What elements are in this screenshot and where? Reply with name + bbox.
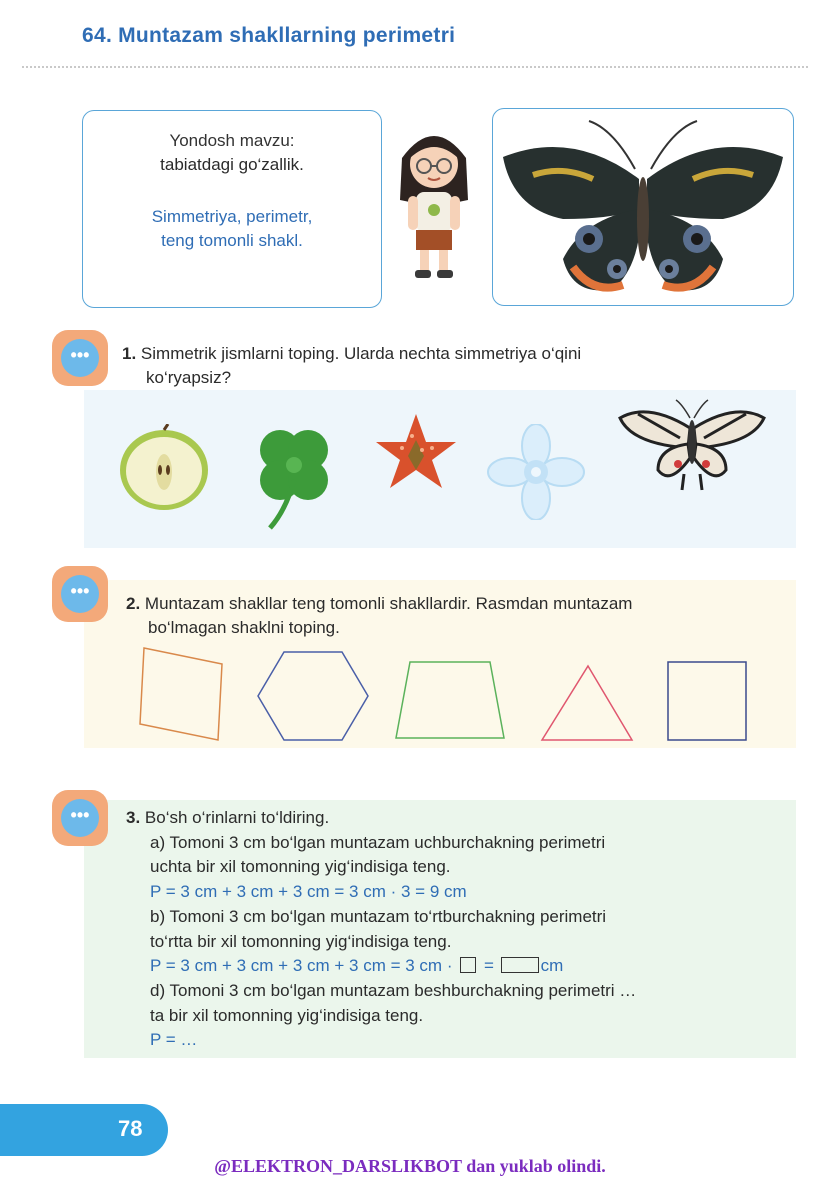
page-title xyxy=(82,24,455,48)
task-2-number: 2. xyxy=(126,594,141,613)
task-1-line-1: Simmetrik jismlarni toping. Ularda nechta simmetriya o‘qini xyxy=(140,344,582,363)
task-3-line-b2: to‘rtta bir xil tomonning yig‘indisiga teng. xyxy=(150,931,452,951)
task-3-line-d2: ta bir xil tomonning yig‘indisiga teng. xyxy=(150,1005,424,1025)
snowflake-image xyxy=(486,424,586,520)
trapezoid-shape xyxy=(396,662,504,738)
answer-box-wide[interactable] xyxy=(501,957,539,973)
lesson-number: 64. xyxy=(82,24,113,47)
task-2-text xyxy=(126,592,786,640)
dotted-divider xyxy=(22,66,808,68)
task-3-formula-d: P = … xyxy=(150,1030,198,1050)
shapes-row xyxy=(134,640,774,750)
hexagon-shape xyxy=(258,652,368,740)
task-3-bubble xyxy=(52,790,108,846)
task-3-formula-a: P = 3 cm + 3 cm + 3 cm = 3 cm · 3 = 9 cm xyxy=(150,882,467,902)
lesson-title: Muntazam shakllarning perimetri xyxy=(118,24,456,47)
task-2-line-1: Muntazam shakllar teng tomonli shakllardir. Rasmdan muntazam xyxy=(144,594,633,613)
task-3-line-b: b) Tomoni 3 cm bo‘lgan muntazam to‘rtburchakning perimetri xyxy=(150,906,607,926)
task-3-line-a2: uchta bir xil tomonning yig‘indisiga teng. xyxy=(150,857,451,877)
page-number: 78 xyxy=(118,1116,143,1141)
chat-bubble-icon: ••• xyxy=(61,575,99,613)
task-3-line-d: d) Tomoni 3 cm bo‘lgan muntazam beshburchakning perimetri … xyxy=(150,980,637,1000)
task-1-line-2: ko‘ryapsiz? xyxy=(146,368,232,387)
topic-box xyxy=(82,110,382,308)
topic-line-3: Simmetriya, perimetr, xyxy=(151,207,313,226)
butterfly-photo-box xyxy=(492,108,794,306)
task-1-number: 1. xyxy=(122,344,137,363)
page-number-bar xyxy=(0,1104,168,1156)
task-2-bubble xyxy=(52,566,108,622)
starfish-image xyxy=(372,410,460,492)
task-3-formula-b: P = 3 cm + 3 cm + 3 cm + 3 cm = 3 cm · = cm xyxy=(150,956,564,976)
task-3-number: 3. xyxy=(126,808,141,827)
topic-line-2: tabiatdagi go‘zallik. xyxy=(160,155,304,174)
swallowtail-butterfly-image xyxy=(618,398,766,494)
task-1-text xyxy=(122,342,782,390)
chat-bubble-icon: ••• xyxy=(61,339,99,377)
task-3-text xyxy=(126,806,796,1053)
square-shape xyxy=(668,662,746,740)
task-2-line-2: bo‘lmagan shaklni toping. xyxy=(148,618,340,637)
topic-line-4: teng tomonli shakl. xyxy=(161,231,303,250)
footer-credit: @ELEKTRON_DARSLIKBOT dan yuklab olindi. xyxy=(214,1156,606,1176)
rhombus-shape xyxy=(140,648,222,740)
butterfly-photo xyxy=(493,109,793,305)
triangle-shape xyxy=(542,666,632,740)
topic-line-1: Yondosh mavzu: xyxy=(169,131,295,150)
apple-half-image xyxy=(116,424,212,514)
task-1-bubble xyxy=(52,330,108,386)
girl-illustration xyxy=(388,118,480,288)
answer-box-small[interactable] xyxy=(460,957,476,973)
chat-bubble-icon: ••• xyxy=(61,799,99,837)
task-3-line-a: a) Tomoni 3 cm bo‘lgan muntazam uchburchakning perimetri xyxy=(150,832,606,852)
task-3-line-0: 3. Bo‘sh o‘rinlarni to‘ldiring. xyxy=(126,808,330,827)
clover-leaf-image xyxy=(246,420,340,532)
